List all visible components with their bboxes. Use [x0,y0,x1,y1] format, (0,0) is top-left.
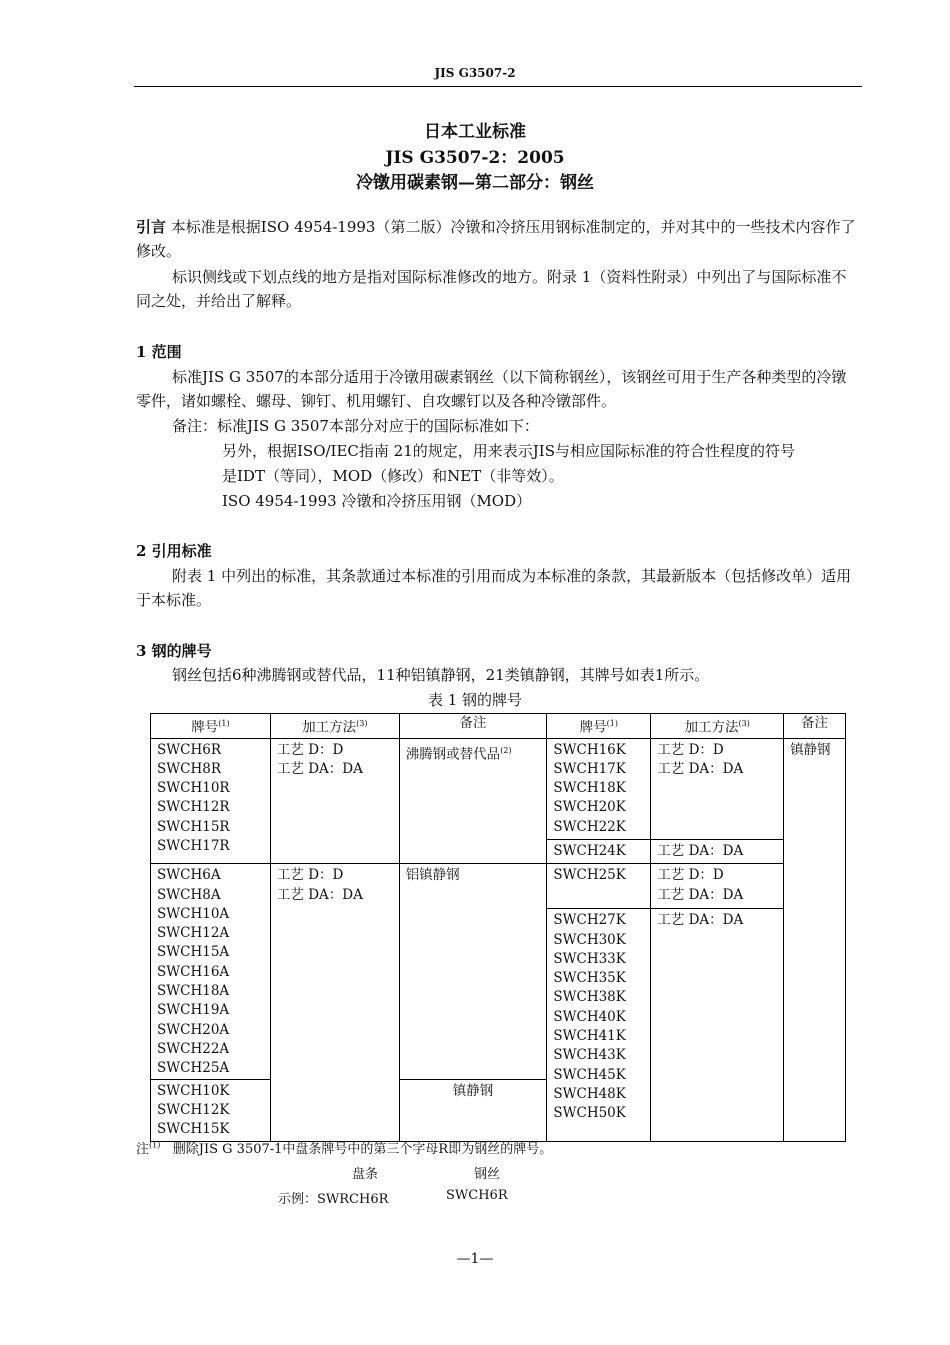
intro-paragraph-2: 标识侧线或下划点线的地方是指对国际标准修改的地方。附录 1（资料性附录）中列出了与国际标准不同之处，并给出了解释。 [136,268,847,310]
section-1-note-2: 另外，根据ISO/IEC指南 21的规定，用来表示JIS与相应国际标准的符合性程度的符号 [222,442,795,460]
left-grade-group-3: SWCH10K SWCH12K SWCH15K [151,1079,271,1142]
header-method-right: 加工方法$^{(3)}$ [651,714,784,739]
left-grade-group-1: SWCH6R SWCH8R SWCH10R SWCH12R SWCH15R SWCH17R [151,738,271,864]
header-grade-left: 牌号$^{(1)}$ [151,714,271,739]
left-method-group-2: 工艺 D：D 工艺 DA：DA [270,864,399,1142]
footnote-example-value: SWCH6R [446,1188,508,1203]
header-method-left: 加工方法$^{(3)}$ [270,714,399,739]
section-1-note-1: 备注：标准JIS G 3507本部分对应于的国际标准如下： [172,417,539,435]
right-method-group-4: 工艺 DA：DA [651,909,784,1142]
section-1-note-4: ISO 4954-1993 冷镦和冷挤压用钢（MOD） [222,492,532,510]
running-header: JIS G3507-2 [434,66,516,80]
right-method-group-2: 工艺 DA：DA [651,839,784,863]
table-row [151,864,846,909]
left-remark-group-1: 沸腾钢或替代品$^{(2)}$ [399,738,547,864]
footnote-col-wire: 钢丝 [474,1167,501,1182]
steel-grade-table [150,713,846,1142]
section-3-paragraph: 钢丝包括6种沸腾钢或替代品，11种铝镇静钢，21类镇静钢，其牌号如表1所示。 [172,666,710,684]
table-caption: 表 1 钢的牌号 [427,691,523,709]
intro-paragraph-1 [136,215,860,263]
table-header-row [151,714,846,739]
table-row [151,738,846,839]
header-remark-left: 备注 [399,714,547,739]
left-method-group-1: 工艺 D：D 工艺 DA：DA [270,738,399,864]
right-method-group-3: 工艺 D：D 工艺 DA：DA [651,864,784,909]
right-grade-group-4: SWCH27K SWCH30K SWCH33K SWCH35K SWCH38K SWCH40K SWCH41K SWCH43K SWCH45K SWCH48K SWCH50K [547,909,651,1142]
section-2-heading: 2 引用标准 [136,542,212,560]
header-remark-right: 备注 [784,714,846,739]
title-line-2: JIS G3507-2：2005 [385,148,565,168]
footnote-1: 注$^{(1)}$ 删除JIS G 3507-1中盘条牌号中的第三个字母R即为钢丝的牌号。 [136,1140,553,1157]
header-rule [134,86,862,87]
right-method-group-1: 工艺 D：D 工艺 DA：DA [651,738,784,839]
section-1-heading: 1 范围 [136,343,182,361]
right-grade-group-1: SWCH16K SWCH17K SWCH18K SWCH20K SWCH22K [547,738,651,839]
left-remark-group-3: 镇静钢 [399,1079,547,1142]
left-grade-group-2: SWCH6A SWCH8A SWCH10A SWCH12A SWCH15A SWCH16A SWCH18A SWCH19A SWCH20A SWCH22A SWCH25A [151,864,271,1079]
section-3-heading: 3 钢的牌号 [136,642,212,660]
title-line-3: 冷镦用碳素钢—第二部分：钢丝 [356,173,594,193]
page-number: —1— [456,1251,494,1267]
intro-text-1: 本标准是根据ISO 4954-1993（第二版）冷镦和冷挤压用钢标准制定的，并对其中的一些技术内容作了修改。 [136,218,856,260]
section-1-paragraph: 标准JIS G 3507的本部分适用于冷镦用碳素钢丝（以下简称钢丝），该钢丝可用于生产各种类型的冷镦零件，诸如螺栓、螺母、铆钉、机用螺钉、自攻螺钉以及各种冷镦部件。 [136,368,847,410]
intro-label: 引言 [136,218,167,236]
section-2-paragraph: 附表 1 中列出的标准，其条款通过本标准的引用而成为本标准的条款，其最新版本（包括修改单）适用于本标准。 [136,567,852,609]
header-grade-right: 牌号$^{(1)}$ [547,714,651,739]
footnote-col-coil: 盘条 [352,1167,379,1182]
right-grade-group-2: SWCH24K [547,839,651,863]
title-line-1: 日本工业标准 [424,122,526,142]
section-1-note-3: 是IDT（等同），MOD（修改）和NET（非等效）。 [222,467,564,485]
left-remark-group-2: 铝镇静钢 [399,864,547,1079]
right-grade-group-3: SWCH25K [547,864,651,909]
footnote-example-label: 示例：SWRCH6R [278,1192,389,1207]
right-remark: 镇静钢 [784,738,846,1142]
